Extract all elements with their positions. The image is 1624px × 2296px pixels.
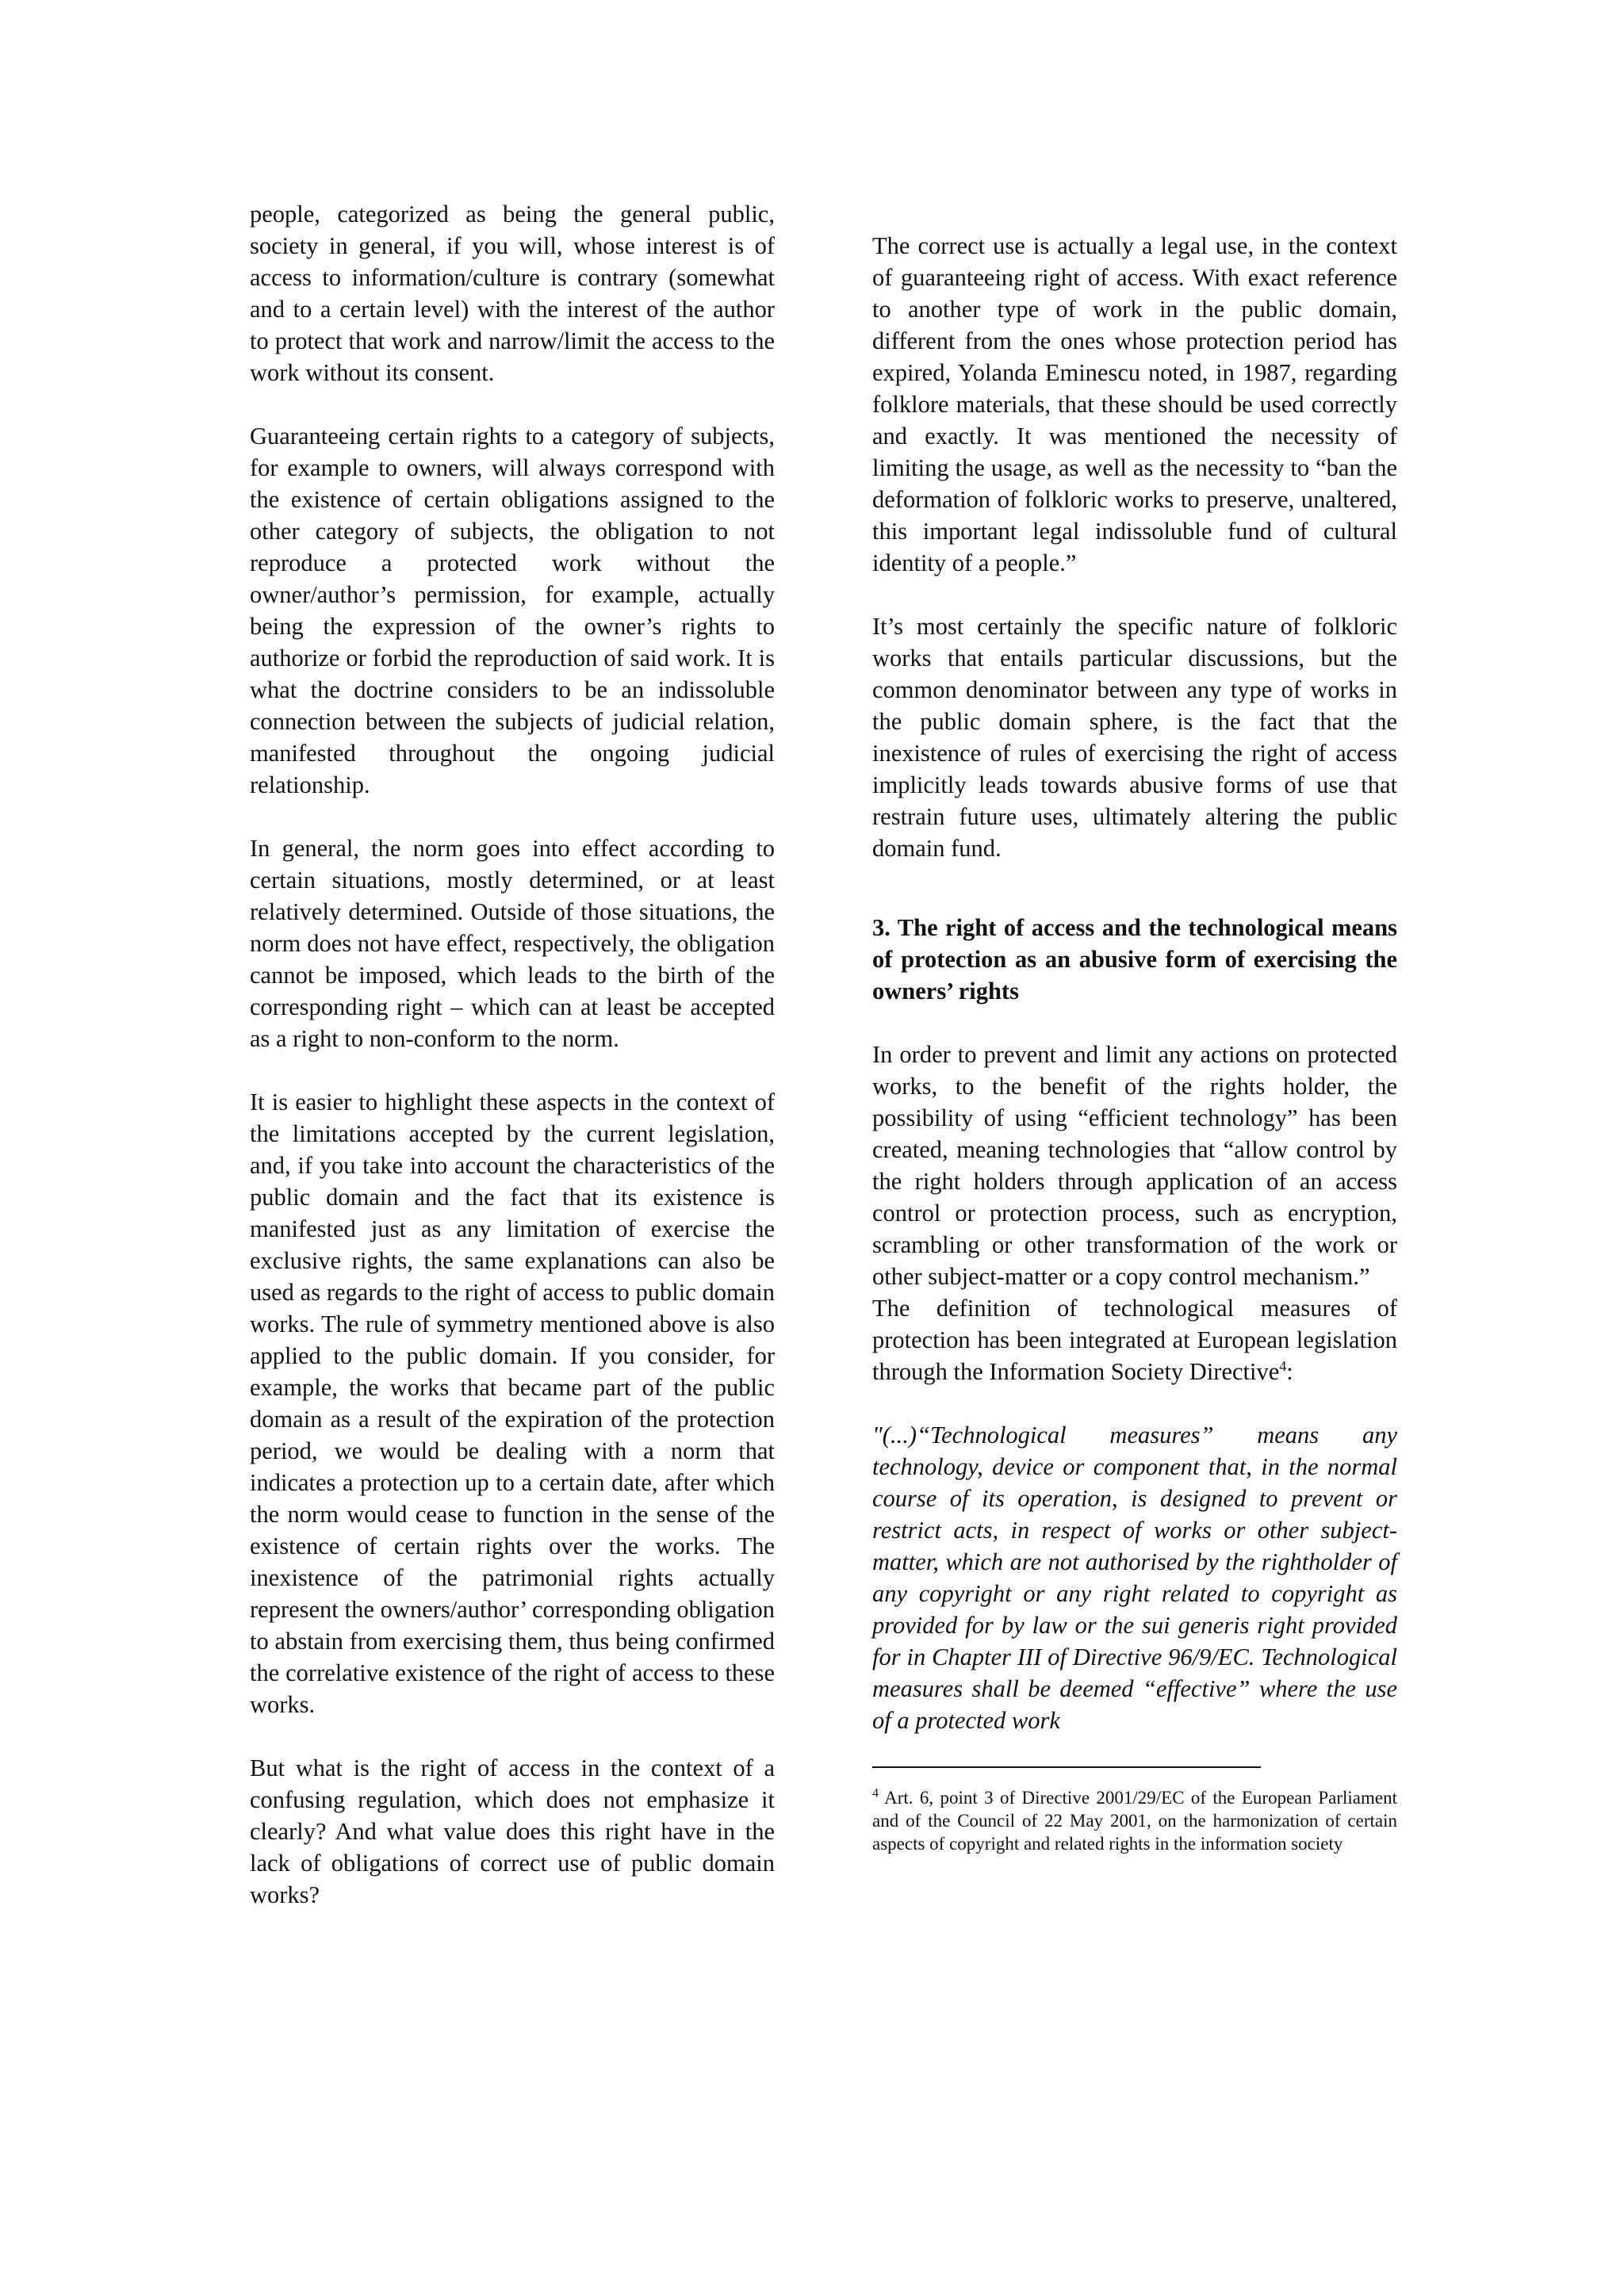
- left-paragraph-2: Guaranteeing certain rights to a category of subjects, for example to owners, will always correspond with the existence of certain obligations assigned to the other category of subjects, the obligation to not reproduce a protected work without the owner/author’s permission, for example, actually being the expression of the owner’s rights to authorize or forbid the reproduction of said work. It is what the doctrine considers to be an indissoluble connection between the subjects of judicial relation, manifested throughout the ongoing judicial relationship.: [250, 423, 775, 798]
- section-heading: 3. The right of access and the technological means of protection as an abusive form of exercising the owners’ rights: [872, 914, 1397, 1004]
- left-paragraph-1: people, categorized as being the general public, society in general, if you will, whose interest is of access to information/culture is contrary (somewhat and to a certain level) with the interest of the author to protect that work and narrow/limit the access to the work without its consent.: [250, 201, 775, 386]
- access-paragraph: In order to prevent and limit any actions on protected works, to the benefit of the rights holder, the possibility of using “efficient technology” has been created, meaning technologies that “allow control by the right holders through application of an access control or protection process, such as encryption, scrambling or other transformation of the work or other subject-matter or a copy control mechanism.”: [872, 1041, 1397, 1290]
- definition-paragraph: [872, 1292, 1397, 1387]
- left-paragraph-3: In general, the norm goes into effect according to certain situations, mostly determined, or at least relatively determined. Outside of those situations, the norm does not have effect, respectively, the obligation cannot be imposed, which leads to the birth of the corresponding right – which can at least be accepted as a right to non-conform to the norm.: [250, 835, 775, 1052]
- definition-text: The definition of technological measures of protection has been integrated at European legislation through the Information Society Directive: [872, 1295, 1397, 1385]
- directive-quote: "(...)“Technological measures” means any technology, device or component that, in the normal course of its operation, is designed to prevent or restrict acts, in respect of works or other subject-matter, which are not authorised by the rightholder of any copyright or any right related to copyright as provided for by law or the sui generis right provided for in Chapter III of Directive 96/9/EC. Technological measures shall be deemed “effective” where the use of a protected work: [872, 1422, 1397, 1734]
- left-paragraph-5: But what is the right of access in the context of a confusing regulation, which does not emphasize it clearly? And what value does this right have in the lack of obligations of correct use of public domain works?: [250, 1755, 775, 1908]
- footnote: [872, 1786, 1397, 1855]
- right-paragraph-2: It’s most certainly the specific nature of folkloric works that entails particular discussions, but the common denominator between any type of works in the public domain sphere, is the fact that the inexistence of rules of exercising the right of access implicitly leads towards abusive forms of use that restrain future uses, ultimately altering the public domain fund.: [872, 613, 1397, 862]
- footnote-divider: [872, 1766, 1261, 1768]
- definition-suffix: :: [1286, 1358, 1293, 1385]
- footnote-number: 4: [872, 1786, 879, 1800]
- right-column: [872, 230, 1397, 1873]
- left-paragraph-4: It is easier to highlight these aspects in the context of the limitations accepted by the current legislation, and, if you take into account the characteristics of the public domain and the fact that its existence is manifested just as any limitation of exercise the exclusive rights, the same explanations can also be used as regards to the right of access to public domain works. The rule of symmetry mentioned above is also applied to the public domain. If you consider, for example, the works that became part of the public domain as a result of the expiration of the protection period, we would be dealing with a norm that indicates a protection up to a certain date, after which the norm would cease to function in the sense of the existence of certain rights over the works. The inexistence of the patrimonial rights actually represent the owners/author’ corresponding obligation to abstain from exercising them, thus being confirmed the correlative existence of the right of access to these works.: [250, 1089, 775, 1718]
- left-column: [250, 198, 775, 1942]
- footnote-text: Art. 6, point 3 of Directive 2001/29/EC of the European Parliament and of the Council of 22 May 2001, on the harmonization of certain aspects of copyright and related rights in the information society: [872, 1788, 1397, 1854]
- footnote-ref: 4: [1279, 1357, 1287, 1374]
- right-paragraph-1: The correct use is actually a legal use, in the context of guaranteeing right of access. With exact reference to another type of work in the public domain, different from the ones whose protection period has expired, Yolanda Eminescu noted, in 1987, regarding folklore materials, that these should be used correctly and exactly. It was mentioned the necessity of limiting the usage, as well as the necessity to “ban the deformation of folkloric works to preserve, unaltered, this important legal indissoluble fund of cultural identity of a people.”: [872, 232, 1397, 576]
